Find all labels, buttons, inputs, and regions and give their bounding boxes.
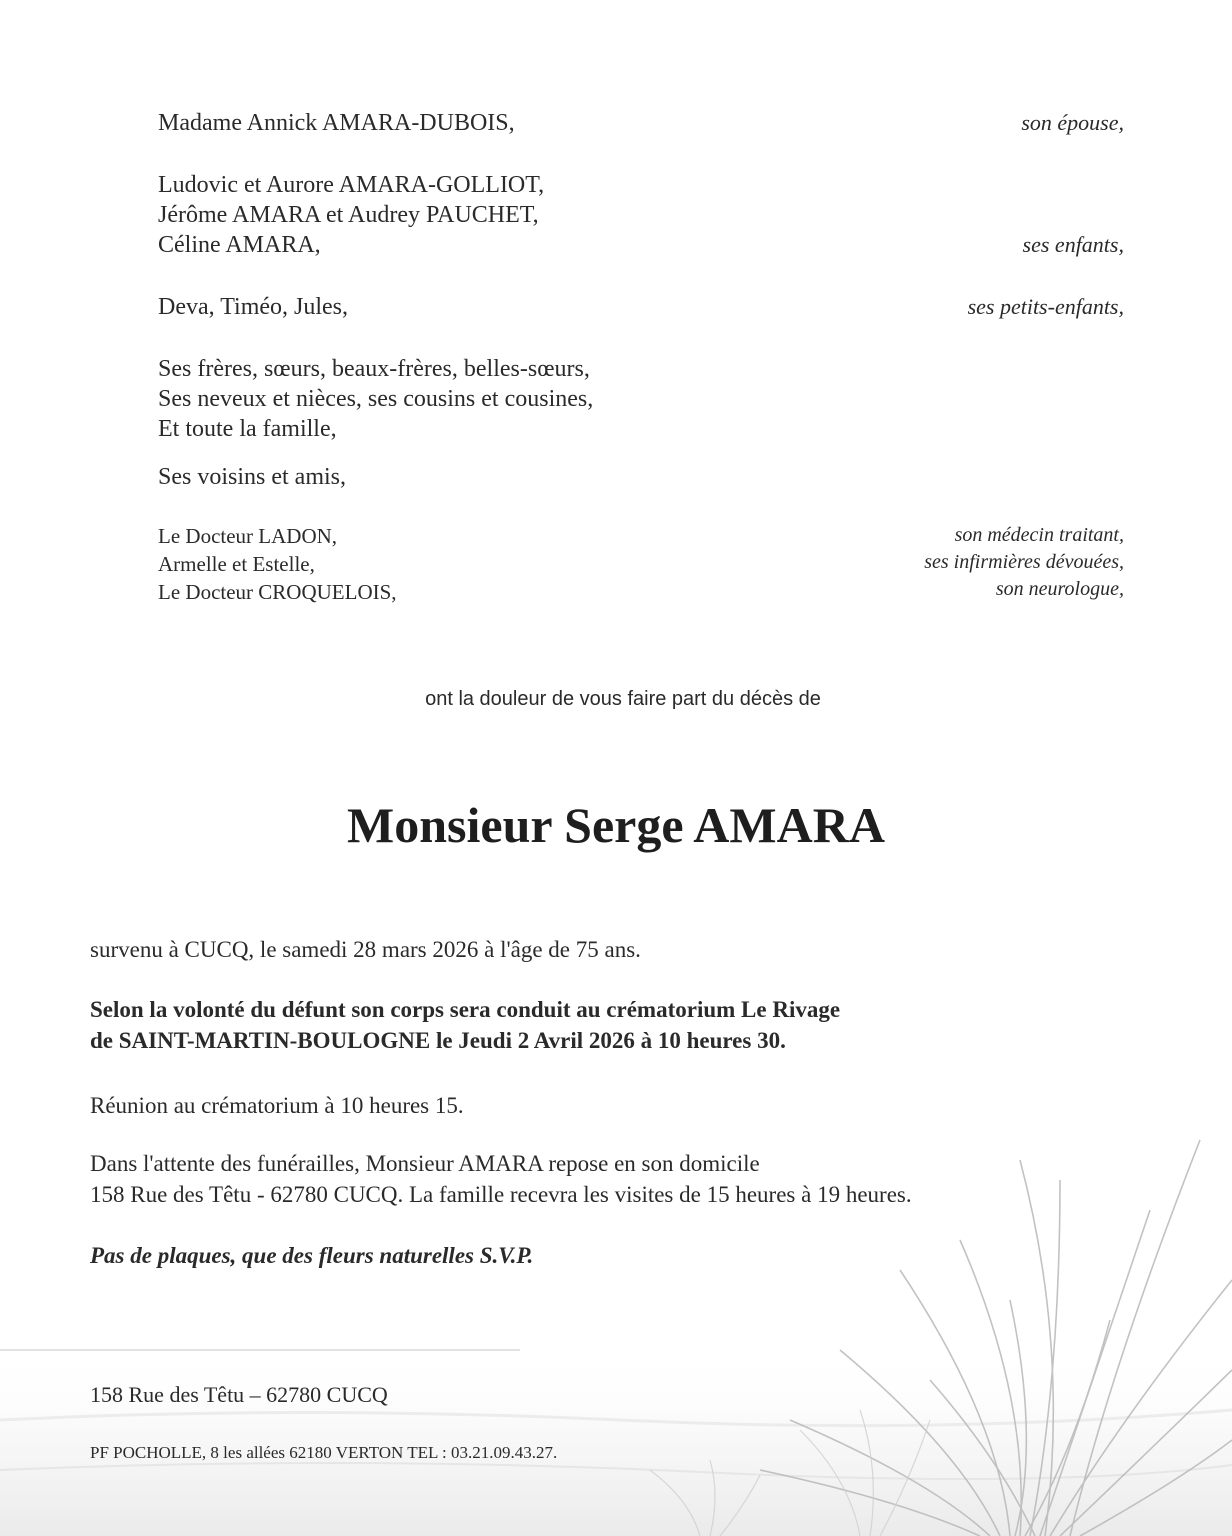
name-line: Et toute la famille,: [158, 416, 337, 442]
funeral-home-info: PF POCHOLLE, 8 les allées 62180 VERTON TEL : 03.21.09.43.27.: [90, 1443, 558, 1462]
relatives-names: [158, 354, 758, 444]
visits-line: Dans l'attente des funérailles, Monsieur AMARA repose en son domicile: [90, 1151, 760, 1176]
grandchildren-names: [158, 292, 758, 322]
announcement-text: ont la douleur de vous faire part du décès de: [425, 688, 821, 710]
grandchildren-role: ses petits-enfants,: [967, 294, 1124, 319]
name-line: Céline AMARA,: [158, 232, 321, 258]
flowers-note: Pas de plaques, que des fleurs naturelles S.V.P.: [90, 1243, 534, 1268]
name-line: Ludovic et Aurore AMARA-GOLLIOT,: [158, 172, 545, 198]
deceased-name: Monsieur Serge AMARA: [347, 797, 885, 853]
footer-address: 158 Rue des Têtu – 62780 CUCQ: [90, 1382, 388, 1407]
spouse-role: son épouse,: [1021, 110, 1124, 135]
name-line: Jérôme AMARA et Audrey PAUCHET,: [158, 202, 539, 228]
name-line: Deva, Timéo, Jules,: [158, 294, 349, 320]
name-line: Armelle et Estelle,: [158, 552, 315, 576]
ceremony-line: de SAINT-MARTIN-BOULOGNE le Jeudi 2 Avril 2026 à 10 heures 30.: [90, 1028, 786, 1053]
name-line: Ses neveux et nièces, ses cousins et cousines,: [158, 386, 594, 412]
ceremony-details: [90, 994, 1170, 1056]
care-names: [158, 522, 758, 606]
death-info: survenu à CUCQ, le samedi 28 mars 2026 à l'âge de 75 ans.: [90, 937, 641, 962]
role-line: son médecin traitant,: [954, 524, 1124, 546]
role-line: ses infirmières dévouées,: [924, 551, 1124, 573]
role-line: son neurologue,: [995, 578, 1124, 600]
name-line: Madame Annick AMARA-DUBOIS,: [158, 110, 515, 136]
name-line: Le Docteur CROQUELOIS,: [158, 580, 397, 604]
name-line: Ses frères, sœurs, beaux-frères, belles-sœurs,: [158, 356, 590, 382]
children-role: ses enfants,: [1022, 232, 1124, 257]
meeting-info: Réunion au crématorium à 10 heures 15.: [90, 1093, 464, 1118]
ceremony-line: Selon la volonté du défunt son corps sera conduit au crématorium Le Rivage: [90, 997, 841, 1022]
visits-line: 158 Rue des Têtu - 62780 CUCQ. La famille recevra les visites de 15 heures à 19 heures.: [90, 1182, 912, 1207]
care-roles: [704, 522, 1124, 603]
visits-info: [90, 1148, 1170, 1210]
friends-names: [158, 462, 758, 492]
name-line: Le Docteur LADON,: [158, 524, 338, 548]
name-line: Ses voisins et amis,: [158, 464, 347, 490]
children-names: [158, 170, 758, 260]
spouse-names: [158, 108, 758, 138]
